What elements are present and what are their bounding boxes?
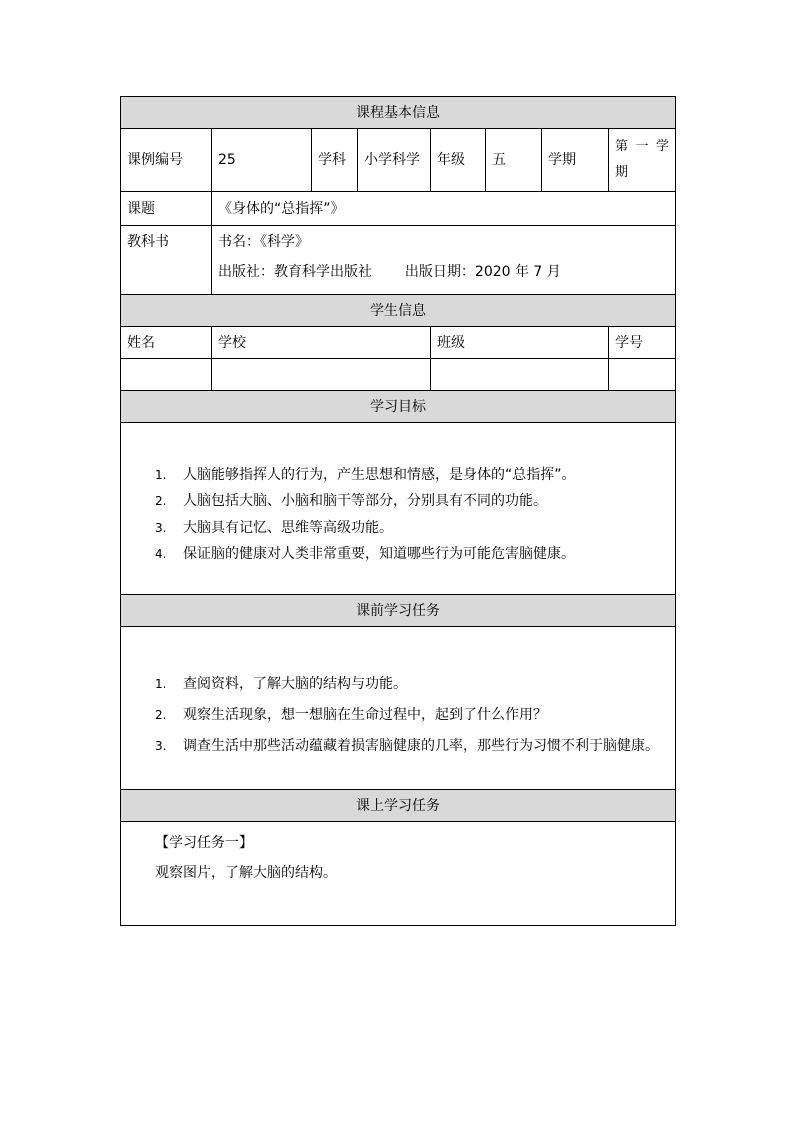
list-item: 1. 人脑能够指挥人的行为，产生思想和情感，是身体的“总指挥”。 [155, 466, 576, 483]
topic-label: 课题 [121, 192, 212, 226]
class-tasks-header: 课上学习任务 [121, 790, 676, 822]
pre-tasks-list [155, 669, 669, 762]
pre-tasks-cell [121, 627, 676, 790]
list-item: 3. 大脑具有记忆、思维等高级功能。 [155, 519, 393, 536]
class-field[interactable] [431, 359, 609, 391]
grade-label: 年级 [431, 129, 486, 192]
goals-header: 学习目标 [121, 391, 676, 423]
task1-text: 观察图片，了解大脑的结构。 [155, 865, 337, 881]
basic-info-header: 课程基本信息 [121, 97, 676, 129]
student-info-header: 学生信息 [121, 295, 676, 327]
list-item: 2. 观察生活现象，想一想脑在生命过程中，起到了什么作用？ [155, 706, 547, 723]
list-item: 3. 调查生活中那些活动蕴藏着损害脑健康的几率，那些行为习惯不利于脑健康。 [155, 737, 659, 754]
publisher: 出版社：教育科学出版社 [218, 264, 372, 280]
textbook-info [212, 226, 676, 295]
publisher-line [218, 262, 669, 282]
task1-title: 【学习任务一】 [155, 835, 253, 851]
case-no-value: 25 [212, 129, 312, 192]
topic-value: 《身体的“总指挥”》 [212, 192, 676, 226]
list-item: 2. 人脑包括大脑、小脑和脑干等部分，分别具有不同的功能。 [155, 493, 547, 509]
book-name: 书名：《科学》 [218, 234, 309, 250]
student-id-label: 学号 [609, 327, 676, 359]
name-label: 姓名 [121, 327, 212, 359]
pre-tasks-header: 课前学习任务 [121, 595, 676, 627]
lesson-form [120, 96, 675, 926]
class-tasks-cell [121, 822, 676, 926]
textbook-label: 教科书 [121, 226, 212, 295]
goals-list [155, 462, 669, 568]
goals-cell [121, 423, 676, 595]
name-field[interactable] [121, 359, 212, 391]
case-no-label: 课例编号 [121, 129, 212, 192]
pub-date: 出版日期：2020 年 7 月 [404, 264, 561, 280]
school-label: 学校 [212, 327, 431, 359]
school-field[interactable] [212, 359, 431, 391]
term-value: 第 一 学 期 [609, 129, 676, 192]
lesson-table [120, 96, 676, 926]
class-label: 班级 [431, 327, 609, 359]
subject-value: 小学科学 [358, 129, 431, 192]
grade-value: 五 [486, 129, 542, 192]
subject-label: 学科 [312, 129, 358, 192]
student-id-field[interactable] [609, 359, 676, 391]
term-label: 学期 [542, 129, 609, 192]
list-item: 4. 保证脑的健康对人类非常重要，知道哪些行为可能危害脑健康。 [155, 546, 575, 562]
list-item: 1. 查阅资料，了解大脑的结构与功能。 [155, 675, 407, 692]
